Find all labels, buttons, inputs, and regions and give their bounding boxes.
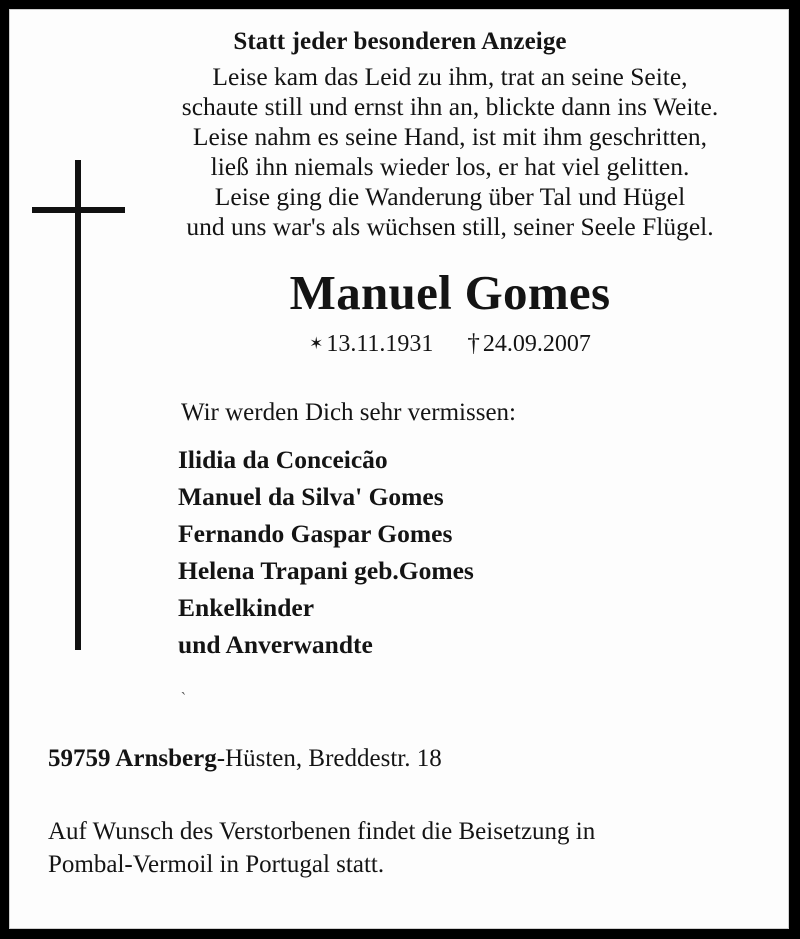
life-dates <box>120 330 780 358</box>
frame-border-top <box>0 0 800 9</box>
poem-line: Leise ging die Wanderung über Tal und Hügel <box>214 182 686 211</box>
deceased-name: Manuel Gomes <box>289 265 611 320</box>
closing-note <box>48 815 758 881</box>
death-dagger-icon: † <box>467 330 480 357</box>
list-item: Enkelkinder <box>178 593 315 622</box>
address-line <box>48 744 442 774</box>
list-item: Helena Trapani geb.Gomes <box>178 556 474 585</box>
mourning-intro-text: Wir werden Dich sehr vermissen: <box>181 399 516 426</box>
death-date: 24.09.2007 <box>482 331 591 357</box>
address-street: -Hüsten, Breddestr. 18 <box>216 745 442 772</box>
poem-line: und uns war's als wüchsen still, seiner Seele Flügel. <box>186 212 714 241</box>
notice-headline: Statt jeder besonderen Anzeige <box>233 28 567 55</box>
christian-cross-crossbar-icon <box>32 207 125 213</box>
frame-border-left <box>0 0 9 939</box>
birth-star-icon: ✶ <box>309 334 324 353</box>
print-artifact-mark: ` <box>179 688 187 709</box>
poem-line: ließ ihn niemals wieder los, er hat viel gelitten. <box>210 152 690 181</box>
list-item: Manuel da Silva' Gomes <box>178 482 444 511</box>
survivors-list <box>178 441 778 663</box>
memorial-poem <box>120 62 780 242</box>
list-item: Fernando Gaspar Gomes <box>178 519 453 548</box>
address-city: 59759 Arnsberg <box>48 745 217 772</box>
poem-line: Leise nahm es seine Hand, ist mit ihm geschritten, <box>192 122 708 151</box>
birth-date: 13.11.1931 <box>326 331 434 357</box>
frame-border-bottom <box>0 929 800 939</box>
closing-note-line: Pombal-Vermoil in Portugal statt. <box>48 851 385 878</box>
list-item: Ilidia da Conceicão <box>178 445 388 474</box>
poem-line: Leise kam das Leid zu ihm, trat an seine Seite, <box>212 62 688 91</box>
christian-cross-icon <box>75 160 81 650</box>
list-item: und Anverwandte <box>178 630 373 659</box>
frame-border-right <box>789 0 800 939</box>
closing-note-line: Auf Wunsch des Verstorbenen findet die Beisetzung in <box>48 818 596 845</box>
poem-line: schaute still und ernst ihn an, blickte dann ins Weite. <box>181 92 719 121</box>
